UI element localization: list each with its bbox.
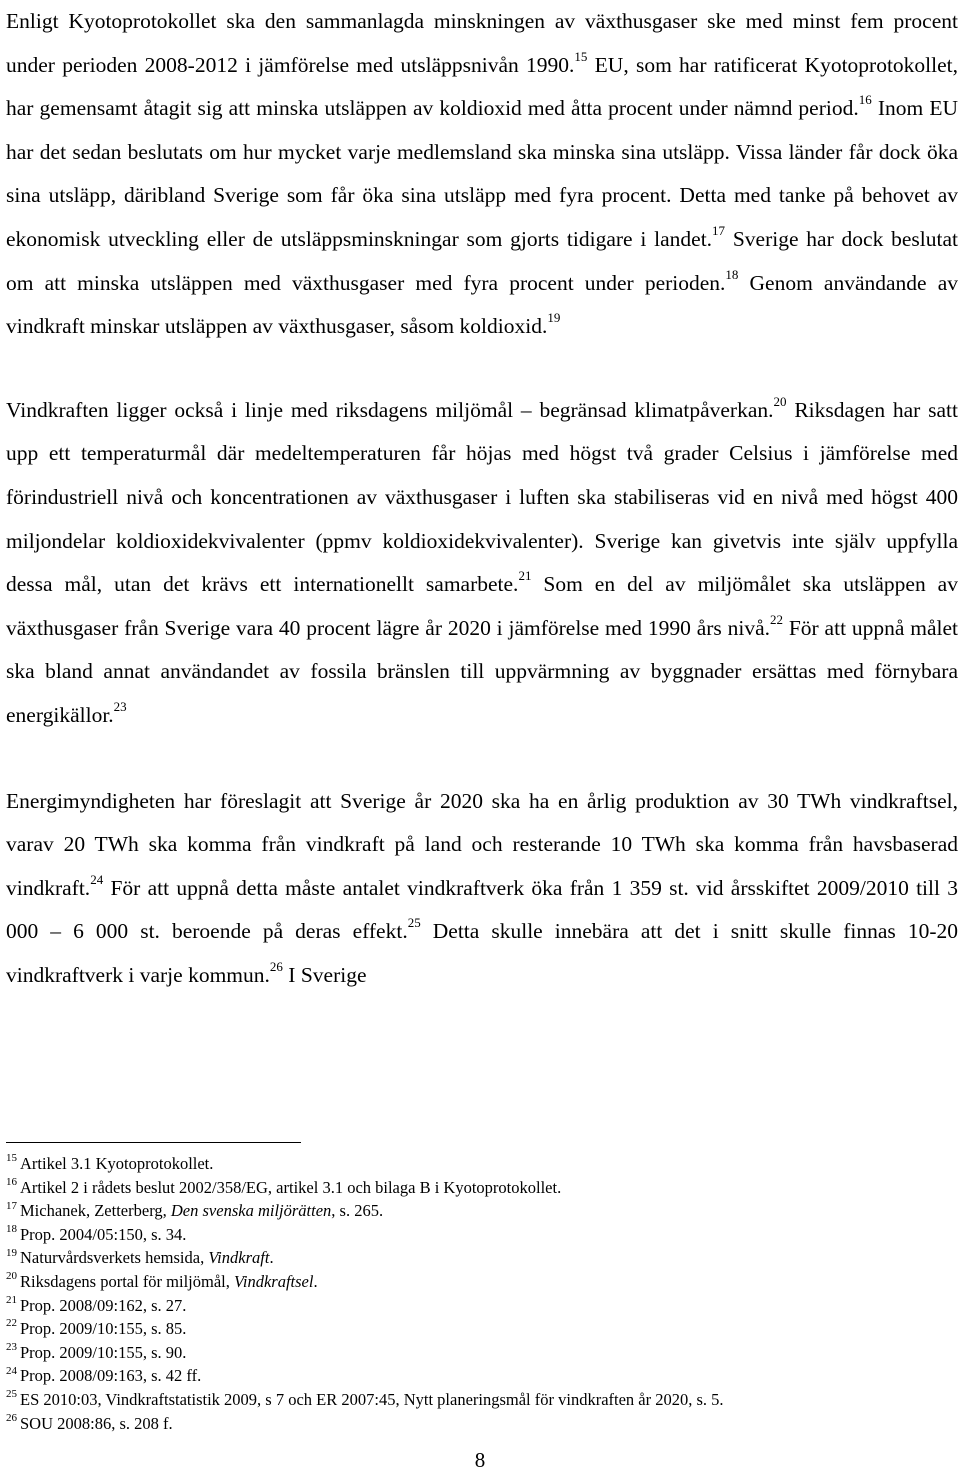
footnote-23 bbox=[6, 1341, 958, 1365]
italic-title: Vindkraft bbox=[208, 1248, 270, 1268]
footnote-number: 22 bbox=[6, 1317, 17, 1330]
footnote-reference: 16 bbox=[858, 92, 872, 108]
footnote-number: 19 bbox=[6, 1246, 17, 1259]
footnote-number: 26 bbox=[6, 1411, 17, 1424]
footnote-16 bbox=[6, 1176, 958, 1200]
footnote-reference: 21 bbox=[518, 568, 532, 584]
text-run: Detta skulle innebära att det i snitt skulle finnas 10-20 vindkraftverk i varje kommun. bbox=[6, 919, 958, 987]
footnote-reference: 18 bbox=[725, 266, 739, 282]
text-run: Prop. 2009/10:155, s. 90. bbox=[20, 1342, 187, 1362]
text-run: Michanek, Zetterberg, bbox=[20, 1201, 171, 1221]
text-run: Prop. 2008/09:163, s. 42 ff. bbox=[20, 1366, 202, 1386]
paragraph-environmental-goals bbox=[6, 389, 958, 738]
text-run: Som en del av miljömålet ska utsläppen av växthusgaser från Sverige vara 40 procent lägre år 2020 i jämförelse med 1990 års nivå. bbox=[6, 572, 958, 640]
footnote-20 bbox=[6, 1270, 958, 1294]
text-run: Inom EU har det sedan beslutats om hur mycket varje medlemsland ska minska sina utsläpp. Vissa länder får dock öka sina utsläpp, däribland Sverige som får öka sina utsläpp med fyra procent. Detta med tanke på behovet av ekonomisk utveckling eller de utsläppsminskningar som gjorts tidigare i landet. bbox=[6, 96, 958, 251]
footnote-number: 23 bbox=[6, 1341, 17, 1354]
footnote-22 bbox=[6, 1317, 958, 1341]
footnote-number: 24 bbox=[6, 1364, 17, 1377]
footnote-number: 16 bbox=[6, 1175, 17, 1188]
footnote-25 bbox=[6, 1388, 958, 1412]
text-run: För att uppnå detta måste antalet vindkraftverk öka från 1 359 st. vid årsskiftet 2009/2010 till 3 000 – 6 000 st. beroende på deras effekt. bbox=[6, 875, 958, 944]
text-run: . bbox=[269, 1248, 274, 1268]
text-run: Riksdagens portal för miljömål, bbox=[20, 1271, 235, 1291]
text-run: SOU 2008:86, s. 208 f. bbox=[20, 1413, 173, 1433]
text-run: . bbox=[313, 1271, 318, 1291]
text-run: Prop. 2004/05:150, s. 34. bbox=[20, 1224, 187, 1244]
text-run: , s. 265. bbox=[331, 1201, 384, 1221]
paragraph-kyoto-protocol bbox=[6, 0, 958, 349]
footnote-reference: 26 bbox=[269, 958, 283, 974]
footnote-separator bbox=[6, 1142, 301, 1143]
footnote-number: 21 bbox=[6, 1293, 17, 1306]
footnote-reference: 22 bbox=[770, 611, 784, 627]
footnote-reference: 24 bbox=[90, 871, 104, 887]
text-run: Prop. 2008/09:162, s. 27. bbox=[20, 1295, 187, 1315]
italic-title: Vindkraftsel bbox=[234, 1271, 314, 1291]
footnote-number: 20 bbox=[6, 1270, 17, 1283]
text-run: Riksdagen har satt upp ett temperaturmål där medeltemperaturen får höjas med högst två grader Celsius i jämförelse med förindustriell nivå och koncentrationen av växthusgaser i luften ska stabiliseras vid en nivå med högst 400 miljondelar koldioxidekvivalenter (ppmv koldioxidekvivalenter). Sverige kan givetvis inte själv uppfylla dessa mål, utan det krävs ett internationellt samarbete. bbox=[6, 397, 958, 597]
text-run: Vindkraften ligger också i linje med riksdagens miljömål – begränsad klimatpåverkan. bbox=[6, 397, 774, 422]
footnote-24 bbox=[6, 1364, 958, 1388]
page-number: 8 bbox=[474, 1448, 486, 1472]
footnote-18 bbox=[6, 1223, 958, 1247]
text-run: I Sverige bbox=[282, 962, 367, 987]
text-run: Sverige har dock beslutat om att minska utsläppen med växthusgaser med fyra procent under perioden. bbox=[6, 226, 959, 295]
footnote-reference: 19 bbox=[547, 310, 561, 326]
text-run: Energimyndigheten har föreslagit att Sverige år 2020 ska ha en årlig produktion av 30 TWh vindkraftsel, varav 20 TWh ska komma från vindkraft på land och resterande 10 TWh ska komma från havsbaserad vindkraft. bbox=[6, 788, 958, 900]
text-run: ES 2010:03, Vindkraftstatistik 2009, s 7 och ER 2007:45, Nytt planeringsmål för vindkraften år 2020, s. 5. bbox=[20, 1389, 724, 1409]
footnote-reference: 17 bbox=[712, 222, 726, 238]
text-run: Genom användande av vindkraft minskar utsläppen av växthusgaser, såsom koldioxid. bbox=[6, 270, 958, 339]
footnote-15 bbox=[6, 1152, 958, 1176]
text-run: Artikel 3.1 Kyotoprotokollet. bbox=[20, 1154, 214, 1173]
text-run: Naturvårdsverkets hemsida, bbox=[20, 1248, 209, 1268]
text-run: Enligt Kyotoprotokollet ska den sammanlagda minskningen av växthusgaser ske med minst fem procent under perioden 2008-2012 i jämförelse med utsläppsnivån 1990. bbox=[6, 9, 958, 77]
text-run: Prop. 2009/10:155, s. 85. bbox=[20, 1319, 187, 1339]
footnote-number: 17 bbox=[6, 1199, 17, 1212]
footnote-26 bbox=[6, 1412, 958, 1436]
italic-title: Den svenska miljörätten bbox=[170, 1201, 332, 1221]
text-run: EU, som har ratificerat Kyotoprotokollet, har gemensamt åtagit sig att minska utsläppen av koldioxid med åtta procent under nämnd period. bbox=[6, 52, 959, 121]
footnote-reference: 23 bbox=[113, 698, 127, 714]
paragraph-energy-agency bbox=[6, 780, 958, 998]
footnotes-list bbox=[6, 1152, 958, 1435]
document-body bbox=[6, 0, 958, 997]
footnote-19 bbox=[6, 1246, 958, 1270]
footnote-number: 25 bbox=[6, 1388, 17, 1401]
text-run: Artikel 2 i rådets beslut 2002/358/EG, artikel 3.1 och bilaga B i Kyotoprotokollet. bbox=[20, 1177, 562, 1197]
text-run: För att uppnå målet ska bland annat användandet av fossila bränslen till uppvärmning av byggnader ersättas med förnybara energikällor. bbox=[6, 615, 959, 727]
footnote-number: 18 bbox=[6, 1223, 17, 1236]
footnote-reference: 25 bbox=[407, 915, 421, 931]
footnote-17 bbox=[6, 1199, 958, 1223]
footnote-number: 15 bbox=[6, 1152, 17, 1165]
footnote-reference: 15 bbox=[574, 48, 588, 64]
footnote-21 bbox=[6, 1294, 958, 1318]
footnote-reference: 20 bbox=[773, 393, 787, 409]
